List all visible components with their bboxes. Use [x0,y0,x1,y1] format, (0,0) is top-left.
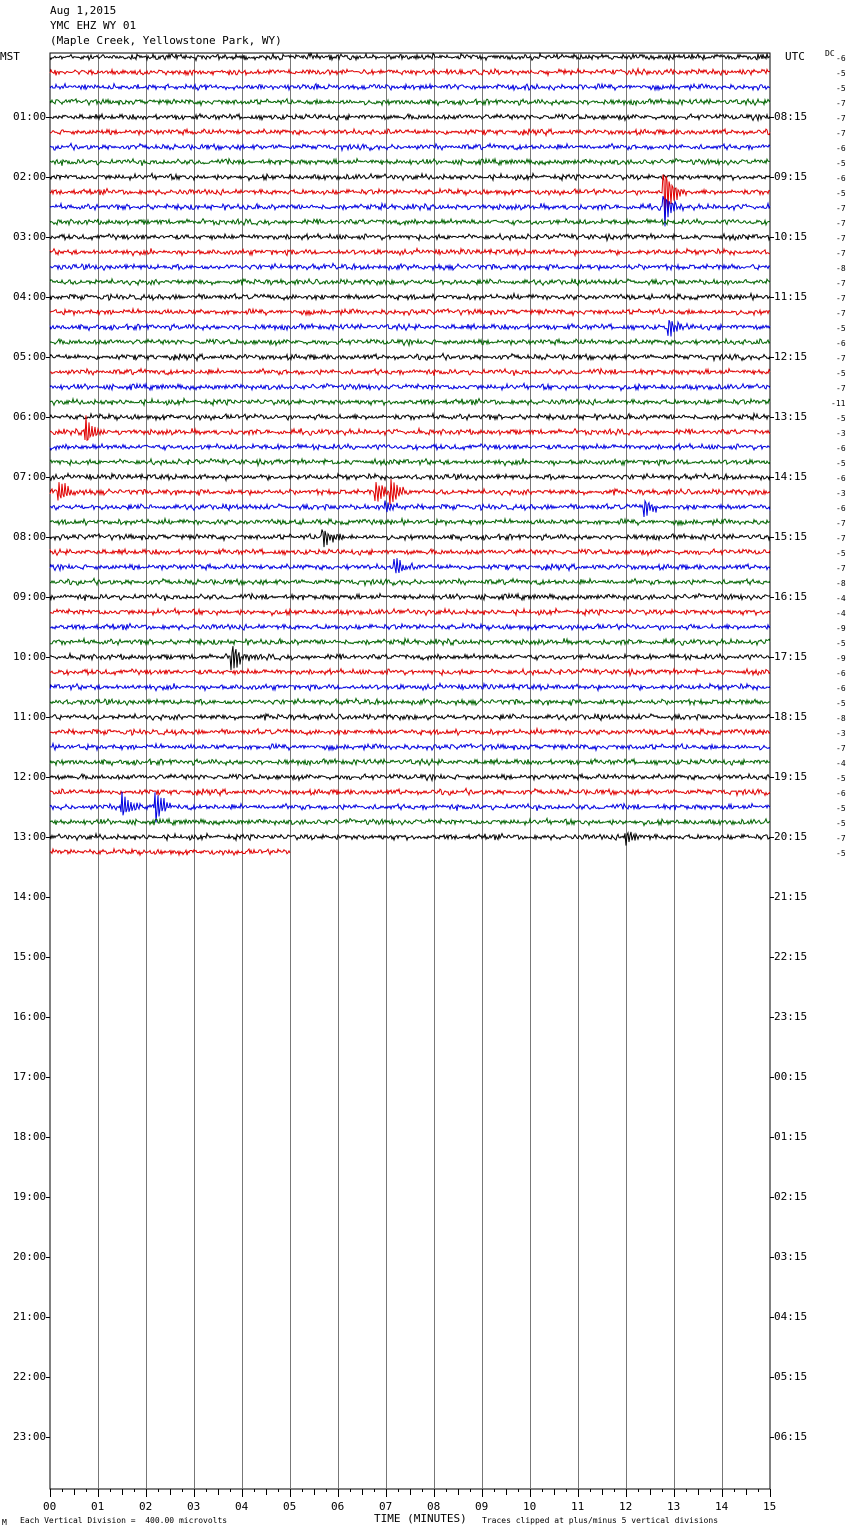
dc-offset-label: -7 [836,204,846,213]
dc-offset-label: -6 [836,174,846,183]
dc-offset-label: -6 [836,54,846,63]
seismic-trace [50,774,770,780]
x-tick-label: 14 [715,1500,729,1513]
dc-offset-label: -7 [836,129,846,138]
seismic-trace [50,414,770,421]
seismic-trace [50,788,770,795]
left-hour-label: 19:00 [13,1190,47,1203]
dc-offset-label: -6 [836,789,846,798]
seismic-trace [50,624,770,631]
seismic-trace [50,129,770,136]
dc-offset-label: -5 [836,804,846,813]
seismic-trace [50,792,770,823]
dc-offset-label: -6 [836,474,846,483]
seismic-trace [50,444,770,450]
x-tick-label: 01 [91,1500,105,1513]
dc-offset-label: -7 [836,744,846,753]
seismic-trace [50,369,770,376]
seismic-trace [50,714,770,721]
left-hour-label: 11:00 [13,710,47,723]
seismic-trace [50,294,770,301]
dc-offset-label: -5 [836,849,846,858]
dc-offset-label: -7 [836,114,846,123]
seismic-trace [50,638,770,645]
x-tick-label: 08 [427,1500,441,1513]
dc-offset-label: -7 [836,384,846,393]
seismic-trace [50,320,770,336]
seismic-trace [50,594,770,601]
dc-offset-label: -9 [836,654,846,663]
dc-offset-label: -3 [836,429,846,438]
x-tick-label: 12 [619,1500,633,1513]
right-axis-title: UTC [785,50,805,63]
scale-note: Each Vertical Division = 400.00 microvolts [20,1516,228,1525]
dc-offset-label: -7 [836,99,846,108]
dc-offset-label: -6 [836,444,846,453]
right-hour-label: 04:15 [774,1310,808,1323]
left-hour-label: 18:00 [13,1130,47,1143]
seismic-trace [50,501,770,518]
seismic-trace [50,729,770,736]
right-hour-label: 17:15 [774,650,808,663]
x-tick-label: 02 [139,1500,153,1513]
right-hour-label: 15:15 [774,530,808,543]
seismic-trace [50,383,770,390]
left-hour-label: 09:00 [13,590,47,603]
seismic-trace [50,832,770,846]
right-hour-label: 22:15 [774,950,808,963]
seismic-trace [50,479,770,505]
dc-offset-label: -6 [836,339,846,348]
dc-offset-label: -5 [836,414,846,423]
dc-offset-label: -5 [836,774,846,783]
seismic-trace [50,683,770,690]
seismic-trace [50,558,770,573]
left-hour-label: 14:00 [13,890,47,903]
left-hour-label: 10:00 [13,650,47,663]
clip-note: Traces clipped at plus/minus 5 vertical divisions [482,1516,719,1525]
left-hour-label: 16:00 [13,1010,47,1023]
x-tick-label: 10 [523,1500,537,1513]
seismic-trace [50,669,770,676]
seismic-trace [50,399,770,406]
dc-offset-label: -7 [836,519,846,528]
seismic-trace [50,818,770,825]
x-tick-label: 05 [283,1500,297,1513]
seismic-trace [50,519,770,526]
dc-offset-label: -7 [836,834,846,843]
dc-offset-label: -8 [836,579,846,588]
left-hour-label: 23:00 [13,1430,47,1443]
left-hour-label: 05:00 [13,350,47,363]
dc-offset-label: -6 [836,504,846,513]
dc-offset-label: -6 [836,144,846,153]
x-tick-label: 09 [475,1500,489,1513]
left-axis-title: MST [0,50,20,63]
right-hour-label: 23:15 [774,1010,808,1023]
dc-offset-label: -5 [836,639,846,648]
seismic-trace [50,309,770,316]
right-hour-label: 08:15 [774,110,808,123]
left-hour-label: 21:00 [13,1310,47,1323]
left-hour-label: 22:00 [13,1370,47,1383]
dc-offset-label: -6 [836,684,846,693]
dc-offset-label: -7 [836,309,846,318]
seismic-trace [50,84,770,91]
x-tick-label: 15 [763,1500,777,1513]
seismic-trace [50,415,770,440]
seismic-trace [50,759,770,766]
dc-offset-label: -7 [836,534,846,543]
dc-offset-label: -7 [836,279,846,288]
x-tick-label: 06 [331,1500,345,1513]
seismic-trace [50,69,770,76]
dc-offset-label: -7 [836,354,846,363]
seismic-trace [50,114,770,121]
left-hour-label: 04:00 [13,290,47,303]
dc-offset-label: -8 [836,264,846,273]
right-hour-label: 06:15 [774,1430,808,1443]
left-hour-label: 03:00 [13,230,47,243]
right-hour-label: 11:15 [774,290,808,303]
right-hour-label: 00:15 [774,1070,808,1083]
right-hour-label: 09:15 [774,170,808,183]
seismic-trace [50,849,290,855]
seismic-trace [50,143,770,150]
seismic-trace [50,279,770,286]
dc-offset-label: -4 [836,594,846,603]
plot-frame [50,53,770,1489]
dc-offset-label: -8 [836,714,846,723]
dc-offset-label: -5 [836,819,846,828]
right-hour-label: 10:15 [774,230,808,243]
dc-offset-label: -7 [836,219,846,228]
seismic-trace [50,159,770,166]
dc-offset-label: -3 [836,729,846,738]
dc-offset-label: -5 [836,84,846,93]
left-hour-label: 13:00 [13,830,47,843]
dc-offset-label: -4 [836,609,846,618]
x-tick-label: 11 [571,1500,585,1513]
seismic-trace [50,353,770,360]
seismic-trace [50,608,770,615]
footer-left-mark: M [2,1518,7,1527]
dc-offset-label: -5 [836,699,846,708]
right-hour-label: 12:15 [774,350,808,363]
dc-label: DC [825,49,835,58]
seismic-trace [50,578,770,585]
left-hour-label: 01:00 [13,110,47,123]
seismic-trace [50,219,770,225]
dc-offset-label: -5 [836,189,846,198]
plot-date: Aug 1,2015 [50,4,117,17]
left-hour-label: 07:00 [13,470,47,483]
seismic-trace [50,248,770,255]
left-hour-label: 17:00 [13,1070,47,1083]
seismic-trace [50,530,770,548]
dc-offset-label: -5 [836,324,846,333]
dc-offset-label: -5 [836,549,846,558]
seismic-trace [50,744,770,751]
x-tick-label: 13 [667,1500,681,1513]
right-hour-label: 14:15 [774,470,808,483]
seismic-trace [50,173,770,180]
x-tick-label: 04 [235,1500,249,1513]
dc-offset-label: -7 [836,564,846,573]
seismic-trace [50,263,770,270]
right-hour-label: 19:15 [774,770,808,783]
seismic-trace [50,646,770,670]
right-hour-label: 20:15 [774,830,808,843]
seismic-trace [50,458,770,465]
seismic-trace [50,473,770,480]
x-tick-label: 00 [43,1500,57,1513]
left-hour-label: 15:00 [13,950,47,963]
left-hour-label: 06:00 [13,410,47,423]
right-hour-label: 13:15 [774,410,808,423]
dc-offset-label: -7 [836,234,846,243]
station-code: YMC EHZ WY 01 [50,19,137,32]
seismic-trace [50,339,770,345]
seismic-trace [50,175,770,223]
left-hour-label: 08:00 [13,530,47,543]
dc-offset-label: -7 [836,294,846,303]
dc-offset-label: -3 [836,489,846,498]
right-hour-label: 02:15 [774,1190,808,1203]
seismic-trace [50,53,770,60]
station-location: (Maple Creek, Yellowstone Park, WY) [50,34,282,47]
right-hour-label: 16:15 [774,590,808,603]
x-tick-label: 07 [379,1500,393,1513]
dc-offset-label: -4 [836,759,846,768]
left-hour-label: 12:00 [13,770,47,783]
seismic-trace [50,549,770,555]
x-tick-label: 03 [187,1500,201,1513]
dc-offset-label: -5 [836,369,846,378]
dc-offset-label: -5 [836,69,846,78]
right-hour-label: 03:15 [774,1250,808,1263]
left-hour-label: 20:00 [13,1250,47,1263]
dc-offset-label: -6 [836,669,846,678]
left-hour-label: 02:00 [13,170,47,183]
seismic-trace [50,698,770,705]
x-axis-title: TIME (MINUTES) [374,1512,467,1525]
seismic-trace [50,99,770,106]
dc-offset-label: -7 [836,249,846,258]
right-hour-label: 21:15 [774,890,808,903]
right-hour-label: 18:15 [774,710,808,723]
right-hour-label: 01:15 [774,1130,808,1143]
right-hour-label: 05:15 [774,1370,808,1383]
dc-offset-label: -5 [836,459,846,468]
dc-offset-label: -5 [836,159,846,168]
dc-offset-label: -9 [836,624,846,633]
seismic-trace [50,234,770,241]
dc-offset-label: -11 [831,399,846,408]
